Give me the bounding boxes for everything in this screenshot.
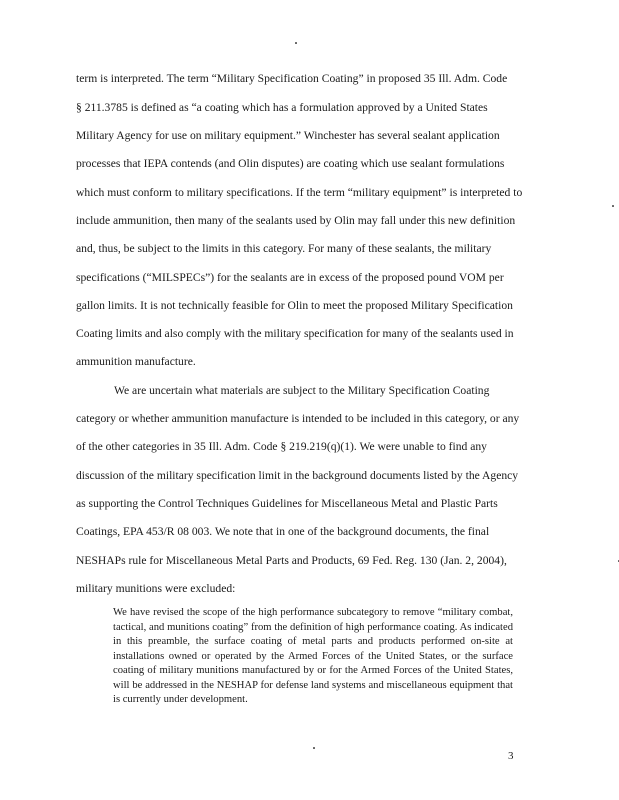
body-line: which must conform to military specifications. If the term “military equipment” is interpreted to bbox=[76, 186, 523, 199]
body-line: Coating limits and also comply with the military specification for many of the sealants used in bbox=[76, 327, 514, 340]
scan-speck bbox=[295, 42, 297, 44]
body-line: term is interpreted. The term “Military Specification Coating” in proposed 35 Ill. Adm. Code bbox=[76, 72, 508, 85]
body-line: as supporting the Control Techniques Guidelines for Miscellaneous Metal and Plastic Parts bbox=[76, 497, 498, 510]
body-line: category or whether ammunition manufacture is intended to be included in this category, or any bbox=[76, 412, 520, 425]
body-line: Military Agency for use on military equipment.” Winchester has several sealant application bbox=[76, 129, 500, 142]
page-number: 3 bbox=[508, 750, 514, 762]
body-line: § 211.3785 is defined as “a coating which has a formulation approved by a United States bbox=[76, 101, 488, 114]
body-line: include ammunition, then many of the sealants used by Olin may fall under this new definition bbox=[76, 214, 516, 227]
scan-speck bbox=[612, 205, 614, 207]
body-line: ammunition manufacture. bbox=[76, 355, 196, 368]
block-quote: We have revised the scope of the high performance subcategory to remove “military combat, tactical, and munitions coating” from the definition of high performance coating. As indicated in this preamble, the surface coating of metal parts and products performed on-site at installations owned or operated by the Armed Forces of the United States, or the surface coating of military munitions manufactured by or for the Armed Forces of the United States, will be addressed in the NESHAP for defense land systems and miscellaneous equipment that is currently under development. bbox=[113, 607, 513, 705]
body-line: Coatings, EPA 453/R 08 003. We note that in one of the background documents, the final bbox=[76, 525, 490, 538]
body-line: specifications (“MILSPECs”) for the sealants are in excess of the proposed pound VOM per bbox=[76, 271, 504, 284]
body-line: and, thus, be subject to the limits in this category. For many of these sealants, the military bbox=[76, 242, 492, 255]
body-line: discussion of the military specification limit in the background documents listed by the Agency bbox=[76, 469, 519, 482]
body-line: military munitions were excluded: bbox=[76, 582, 236, 595]
body-line: of the other categories in 35 Ill. Adm. Code § 219.219(q)(1). We were unable to find any bbox=[76, 440, 487, 453]
scan-speck bbox=[313, 747, 315, 749]
body-line: NESHAPs rule for Miscellaneous Metal Parts and Products, 69 Fed. Reg. 130 (Jan. 2, 2004), bbox=[76, 554, 507, 567]
body-line: processes that IEPA contends (and Olin disputes) are coating which use sealant formulations bbox=[76, 157, 505, 170]
body-line: We are uncertain what materials are subject to the Military Specification Coating bbox=[114, 384, 490, 397]
body-line: gallon limits. It is not technically feasible for Olin to meet the proposed Military Specification bbox=[76, 299, 513, 312]
